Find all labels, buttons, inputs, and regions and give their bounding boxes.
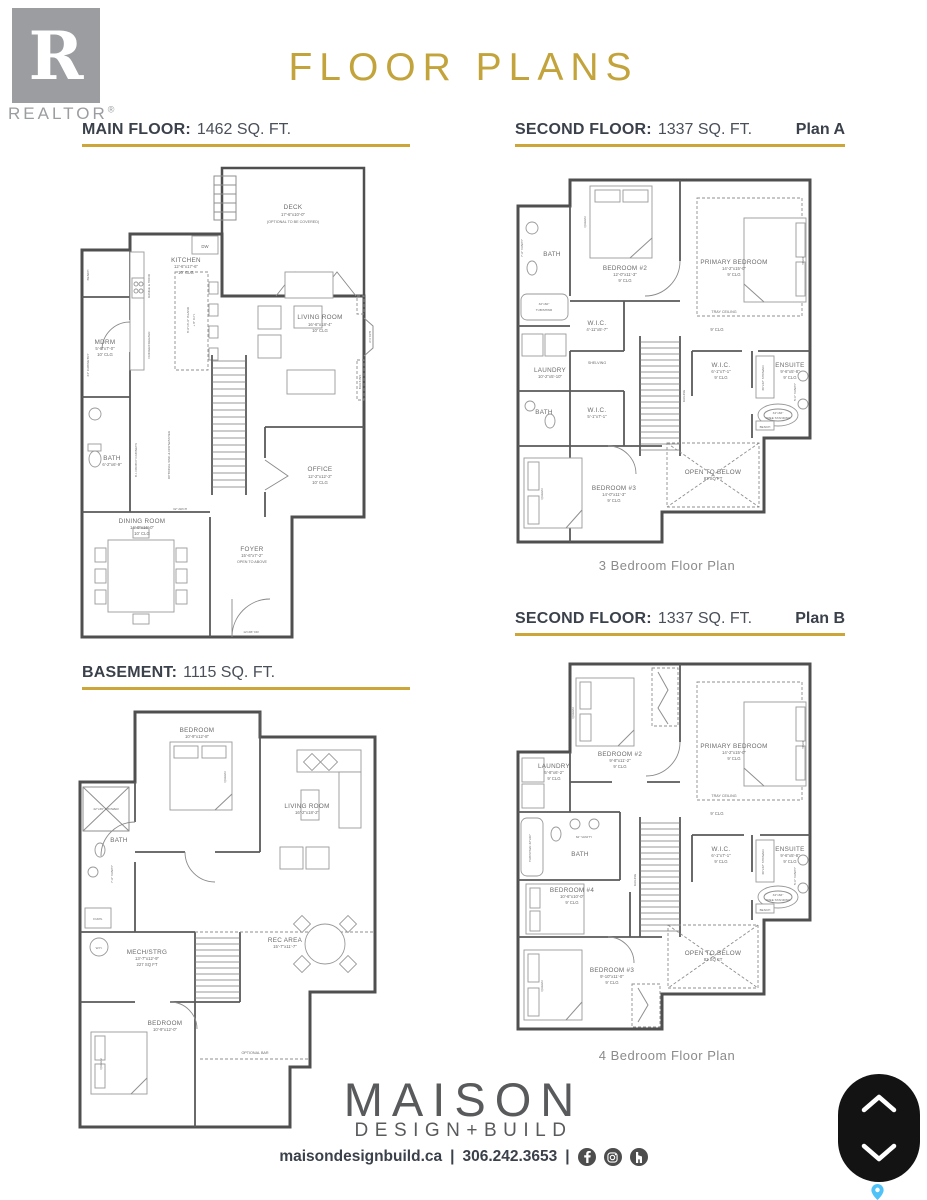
- bench-label: BENCH: [86, 269, 90, 281]
- room-label: PRIMARY BEDROOM: [700, 259, 768, 266]
- railing-label: RAILING: [682, 389, 686, 403]
- room-dims: 14'-2"x15'-0": [721, 750, 747, 755]
- bed-size-label: QUEEN: [99, 1058, 103, 1070]
- open-to-below-sqft: 83 SQ FT: [703, 476, 723, 481]
- room-clg: 9' CLG: [607, 498, 621, 503]
- room-clg: 10' CLG: [312, 328, 328, 333]
- room-label: BEDROOM: [179, 727, 215, 734]
- separator: |: [565, 1148, 570, 1165]
- room-clg: 9' CLG: [783, 375, 797, 380]
- realtor-r-letter: R: [28, 16, 84, 95]
- room-label: MECH/STRG: [126, 949, 168, 956]
- bed-size-label: KING: [801, 741, 805, 749]
- shower-label: 36"x42" SHOWER: [761, 849, 765, 875]
- room-clg: 9' CLG: [605, 980, 619, 985]
- section-basement-heading: [82, 664, 410, 690]
- room-dims: 6'-2"x6'-9": [102, 462, 122, 467]
- room-dims: 9'-6"x5'-8": [780, 369, 800, 374]
- fireplace-label: GAS F.P.: [368, 330, 372, 344]
- room-dims: 10'-9"x12'-8": [184, 734, 210, 739]
- ceiling-label: 9' CLG: [710, 327, 724, 332]
- room-label: BATH: [110, 837, 128, 844]
- room-clg: 10' CLG: [312, 480, 328, 485]
- chevron-down-icon: [859, 1142, 899, 1164]
- room-label: BEDROOM #3: [591, 485, 637, 492]
- basement-label: BASEMENT:: [82, 664, 178, 681]
- room-dims: 15'-6"x7'-2": [241, 553, 263, 558]
- room-label: BATH: [535, 409, 553, 416]
- room-label: W.I.C.: [711, 846, 731, 853]
- room-label: W.I.C.: [711, 362, 731, 369]
- open-to-below-label: OPEN TO BELOW: [684, 469, 742, 476]
- tub-label: 34"x66": [772, 411, 784, 415]
- photo-scroller: [838, 1074, 920, 1182]
- room-label: MDRM: [94, 339, 116, 346]
- island-note: + 8" O.H.: [192, 313, 196, 327]
- railing-label: RAILING: [633, 873, 637, 887]
- room-sqft: 227 SQ FT: [136, 962, 158, 967]
- tub-label: FREE STANDING: [765, 898, 791, 902]
- second-floor-a-sqft: 1337 SQ. FT.: [657, 121, 753, 138]
- room-clg: 10' CLG: [97, 352, 113, 357]
- room-label: REC AREA: [267, 937, 303, 944]
- room-dims: 14'-2"x15'-0": [721, 266, 747, 271]
- room-dims: 14'-0"x11'-3": [602, 492, 626, 497]
- room-clg: 9' CLG: [714, 375, 728, 380]
- main-floor-plan-drawing: [80, 160, 420, 640]
- shower-label: 36"x42" SHOWER: [761, 365, 765, 391]
- scroll-down-button[interactable]: [857, 1140, 901, 1166]
- room-label: OFFICE: [307, 466, 333, 473]
- pantry-label: B.I. PANTRY CABINETS: [134, 442, 138, 478]
- room-clg: 10' CLG: [134, 531, 150, 536]
- room-label: BATH: [543, 251, 561, 258]
- second-floor-a-label: SECOND FLOOR:: [515, 121, 652, 138]
- section-plan-a-heading: [515, 121, 845, 147]
- room-clg: 9' CLG: [727, 756, 741, 761]
- room-label: BEDROOM: [147, 1020, 183, 1027]
- section-main-floor-heading: [82, 121, 410, 147]
- room-label: LAUNDRY: [533, 367, 567, 374]
- contact-line: [0, 1148, 927, 1166]
- second-floor-b-sqft: 1337 SQ. FT.: [657, 610, 753, 627]
- tub-label: 34"x66": [772, 893, 784, 897]
- maison-logo: MAISON: [343, 1073, 584, 1126]
- second-floor-plan-a-drawing: [512, 166, 822, 554]
- room-label: BEDROOM #2: [602, 265, 648, 272]
- room-clg: 9' CLG: [565, 900, 579, 905]
- facebook-icon[interactable]: [578, 1148, 596, 1166]
- second-floor-b-label: SECOND FLOOR:: [515, 610, 652, 627]
- room-label: FOYER: [240, 546, 264, 553]
- room-dims: 17'-6"x10'-0": [280, 212, 306, 217]
- room-dims: 9'-8"x11'-2": [609, 758, 631, 763]
- vanity-label: 7'-6" VANITY: [520, 239, 524, 257]
- tray-ceiling-label: TRAY CEILING: [711, 310, 737, 314]
- room-label: ENSUITE: [775, 362, 805, 369]
- instagram-icon[interactable]: [604, 1148, 622, 1166]
- room-label: LIVING ROOM: [284, 803, 330, 810]
- scroll-up-button[interactable]: [857, 1090, 901, 1116]
- bench-label: BENCH: [759, 908, 771, 912]
- plan-b-tag: Plan B: [795, 610, 845, 627]
- room-dims: 5'-8"x6'-2": [544, 770, 564, 775]
- open-to-below-label: OPEN TO BELOW: [684, 950, 742, 957]
- room-dims: 12'-0"x11'-3": [613, 272, 637, 277]
- room-label: LAUNDRY: [537, 763, 571, 770]
- room-dims: 10'-9"x12'-0": [152, 1027, 178, 1032]
- room-dims: 16'-2"x18'-2": [294, 810, 320, 815]
- gold-rule: [515, 144, 845, 147]
- optional-sink-label: OPTIONAL SINK & DISHWASHER: [167, 430, 171, 480]
- realtor-wordmark: REALTOR®: [8, 104, 118, 123]
- room-label: KITCHEN: [171, 257, 201, 264]
- shelving-label: SHELVING: [587, 361, 607, 365]
- room-label: LIVING ROOM: [297, 314, 343, 321]
- cabinetry-label: 24" CABINETRY: [86, 353, 90, 377]
- room-label: DINING ROOM: [118, 518, 166, 525]
- bed-size-label: KING: [801, 257, 805, 265]
- website-link[interactable]: maisondesignbuild.ca: [279, 1148, 443, 1165]
- tray-ceiling-label: TRAY CEILING: [711, 794, 737, 798]
- room-dims: 10'-6"x10'-0": [559, 894, 585, 899]
- main-floor-sqft: 1462 SQ. FT.: [196, 121, 292, 138]
- room-dims: 5'-8"x7'-0": [95, 346, 115, 351]
- vanity-label: 7'-6" VANITY: [110, 865, 114, 883]
- plan-a-tag: Plan A: [795, 121, 845, 138]
- room-label: BEDROOM #2: [597, 751, 643, 758]
- basement-sqft: 1115 SQ. FT.: [183, 664, 276, 681]
- room-dims: 16'-6"x18'-4": [307, 322, 333, 327]
- bed-size-label: QUEEN: [571, 707, 575, 719]
- tub-label: TUB/SHWR: [535, 308, 553, 312]
- room-clg: 9' CLG: [727, 272, 741, 277]
- room-clg: 9' CLG: [618, 278, 632, 283]
- builtins-label: BUILT-INS: [358, 374, 362, 390]
- second-floor-plan-b-drawing: [512, 652, 822, 1042]
- gold-rule: [515, 633, 845, 636]
- range-label: RANGE & HOOD: [147, 273, 151, 299]
- room-label: BEDROOM #3: [589, 967, 635, 974]
- plan-a-caption: 3 Bedroom Floor Plan: [598, 558, 736, 573]
- tub-label: TUB/SHWR 32"x60": [528, 834, 532, 862]
- chevron-up-icon: [859, 1092, 899, 1114]
- main-floor-label: MAIN FLOOR:: [82, 121, 191, 138]
- room-label: W.I.C.: [587, 407, 607, 414]
- room-dims: 15'-7"x11'-7": [273, 944, 297, 949]
- room-clg: 9' CLG: [783, 859, 797, 864]
- open-to-below-sqft: 83 SQ FT: [703, 957, 723, 962]
- map-pin-icon[interactable]: [871, 1184, 884, 1200]
- room-dims: 14'-0"x16'-0": [129, 525, 155, 530]
- houzz-icon[interactable]: [630, 1148, 648, 1166]
- maison-logo-subtitle: DESIGN+BUILD: [354, 1120, 573, 1141]
- island-label: 8'-6"x3'-9" ISLAND: [186, 307, 190, 333]
- bed-size-label: QUEEN: [223, 771, 227, 783]
- room-dims: 10'-2"x5'-10": [537, 374, 563, 379]
- room-clg: 9' CLG: [714, 859, 728, 864]
- room-dims: 5'-1"x7'-1": [587, 414, 607, 419]
- room-clg: 9' CLG: [613, 764, 627, 769]
- page-title: FLOOR PLANS: [288, 46, 639, 89]
- gold-rule: [82, 144, 410, 147]
- shower-label: 42"x36" SHOWER: [93, 807, 119, 811]
- bed-size-label: QUEEN: [583, 216, 587, 228]
- separator: |: [450, 1148, 455, 1165]
- bed-size-label: QUEEN: [540, 488, 544, 500]
- bench-label: BENCH: [759, 425, 771, 429]
- tub-label: FREE STANDING: [765, 416, 791, 420]
- room-clg: 9' CLG: [547, 776, 561, 781]
- bed-size-label: QUEEN: [540, 980, 544, 992]
- phone-number[interactable]: 306.242.3653: [462, 1148, 558, 1165]
- room-label: DECK: [283, 204, 303, 211]
- room-clg: 10' CLG: [178, 270, 194, 275]
- room-dims: 9'-6"x5'-8": [780, 853, 800, 858]
- plan-b-caption: 4 Bedroom Floor Plan: [598, 1048, 736, 1063]
- section-plan-b-heading: [515, 610, 845, 636]
- room-label: BATH: [103, 455, 121, 462]
- room-note: OPEN TO ABOVE: [237, 560, 267, 564]
- room-dims: 6'-1"x7'-1": [711, 369, 731, 374]
- room-dims: 13'-7"x12'-9": [134, 956, 160, 961]
- room-dims: 6'-1"x7'-1": [711, 853, 731, 858]
- room-note: (OPTIONAL TO BE COVERED): [266, 220, 320, 224]
- optional-bar-label: OPTIONAL BAR: [241, 1051, 269, 1055]
- dishwasher-label: DW: [201, 244, 209, 249]
- room-label: ENSUITE: [775, 846, 805, 853]
- room-dims: 12'-2"x12'-2": [307, 474, 333, 479]
- room-label: W.I.C.: [587, 320, 607, 327]
- fridge-label: FRIDGE/FREEZER: [147, 331, 151, 359]
- vanity-label: 5'-0" VANITY: [793, 383, 797, 401]
- ceiling-label: 9' CLG: [710, 811, 724, 816]
- room-label: BATH: [571, 851, 589, 858]
- room-label: PRIMARY BEDROOM: [700, 743, 768, 750]
- tub-label: 32"x60": [538, 302, 550, 306]
- registered-mark: ®: [107, 104, 118, 115]
- furnace-label: FURN.: [93, 917, 103, 921]
- room-dims: 4'-11"x5'-7": [586, 327, 608, 332]
- door-label: 12'x96" DR: [243, 630, 259, 634]
- vanity-label: 62" VANITY: [575, 835, 593, 839]
- room-label: BEDROOM #4: [549, 887, 595, 894]
- arch-label: 32" ARCH: [173, 507, 187, 511]
- vanity-label: 5'-0" VANITY: [793, 867, 797, 885]
- room-dims: 9'-10"x11'-0": [600, 974, 624, 979]
- water-heater-label: W.H.: [95, 946, 103, 950]
- room-dims: 12'-6"x17'-6": [173, 264, 199, 269]
- gold-rule: [82, 687, 410, 690]
